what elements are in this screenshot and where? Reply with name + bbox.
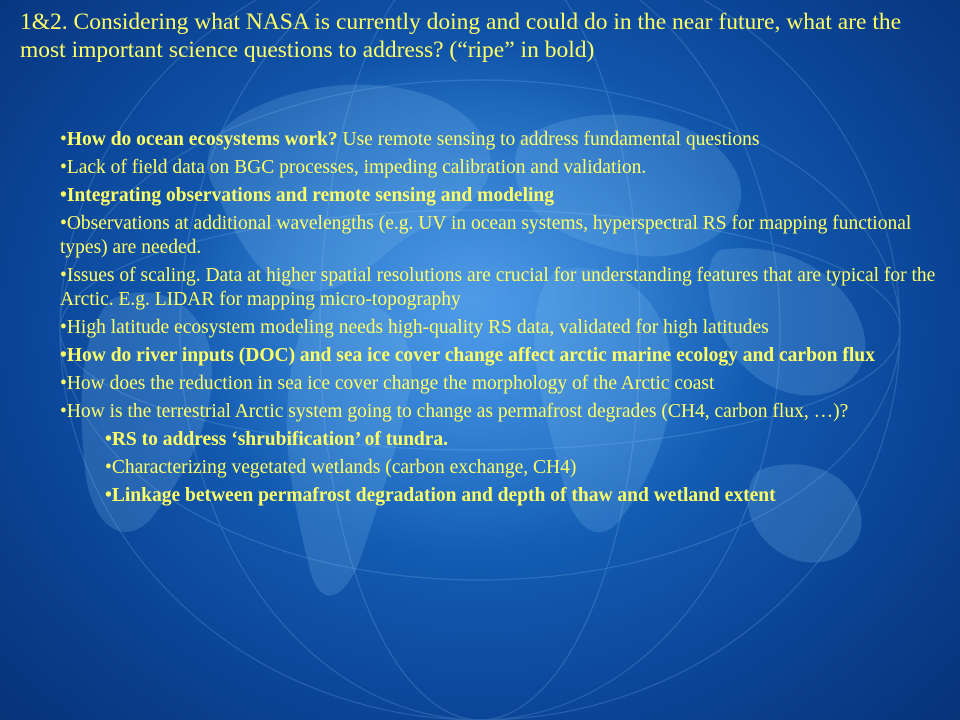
sub-bullet-item [60,428,940,452]
bullet-marker: • [60,185,67,206]
bullet-text: How is the terrestrial Arctic system going to change as permafrost degrades (CH4, carbon flux, …)? [66,401,849,422]
slide-title: 1&2. Considering what NASA is currently doing and could do in the near future, what are the most important science questions to address? (“ripe” in bold) [20,9,902,63]
bullet-marker: • [60,265,67,286]
bullet-text: RS to address ‘shrubification’ of tundra. [111,429,449,450]
sub-bullet-item [60,484,940,508]
bullet-item [60,316,940,340]
bullet-marker: • [60,317,67,338]
sub-bullet-item [60,456,940,480]
bullet-item [60,156,940,180]
bullet-marker: • [105,485,112,506]
bullet-item [60,264,940,312]
bullet-item [60,344,940,368]
bullet-marker: • [60,373,67,394]
bullet-text: Integrating observations and remote sensing and modeling [66,185,555,206]
bullet-text: How does the reduction in sea ice cover change the morphology of the Arctic coast [66,373,715,394]
bullet-text: Linkage between permafrost degradation and depth of thaw and wetland extent [111,485,776,506]
bullet-item [60,212,940,260]
bullet-marker: • [105,457,112,478]
bullet-text: Lack of field data on BGC processes, impeding calibration and validation. [66,157,647,178]
bullet-item [60,128,940,152]
bullet-item [60,372,940,396]
bullet-text: Issues of scaling. Data at higher spatial resolutions are crucial for understanding features that are typical for the Arctic. E.g. LIDAR for mapping micro-topography [60,265,936,310]
bullet-text: Characterizing vegetated wetlands (carbon exchange, CH4) [111,457,577,478]
bullet-marker: • [105,429,112,450]
bullet-text: Observations at additional wavelengths (e.g. UV in ocean systems, hyperspectral RS for mapping functional types) are needed. [60,213,912,258]
bullet-marker: • [60,401,67,422]
bullet-list [60,128,940,512]
bullet-item [60,400,940,424]
bullet-marker: • [60,345,67,366]
bullet-item [60,184,940,208]
bullet-text: High latitude ecosystem modeling needs high-quality RS data, validated for high latitudes [66,317,769,338]
bullet-text: Use remote sensing to address fundamental questions [337,129,760,150]
bullet-marker: • [60,157,67,178]
bullet-bold-text: How do ocean ecosystems work? [66,129,338,150]
bullet-text: How do river inputs (DOC) and sea ice cover change affect arctic marine ecology and carbon flux [66,345,875,366]
bullet-marker: • [60,129,67,150]
bullet-marker: • [60,213,67,234]
